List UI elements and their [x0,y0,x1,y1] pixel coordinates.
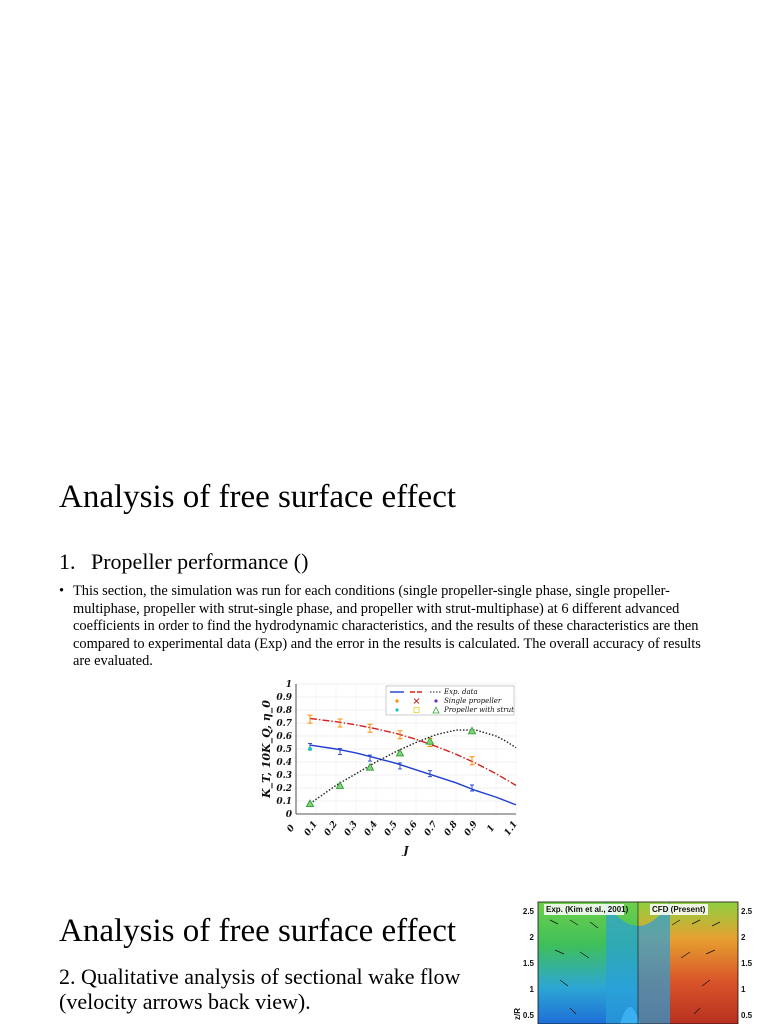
slide-title: Analysis of free surface effect [59,479,457,515]
subheading-text: Propeller performance () [91,549,309,574]
y-tick-label: 0.1 [276,797,292,807]
x-tick-label: 0 [285,823,298,835]
figure-y-tick-label: 1.5 [522,959,534,968]
figure-y-tick-label-right: 1 [741,985,746,994]
cfd-panel-label: CFD (Present) [652,905,706,914]
subheading-line-1: 2. Qualitative analysis of sectional wake flow [59,964,461,989]
x-tick-label: 0.5 [382,819,400,839]
legend-entry-label: Propeller with strut [444,706,514,714]
figure-y-tick-label-right: 0.5 [741,1011,753,1020]
y-tick-label: 0.3 [276,771,292,781]
wake-flow-figure [510,880,760,1024]
subheading-number: 1. [59,549,76,574]
figure-y-tick-label: 0.5 [522,1011,534,1020]
x-tick-label: 0.4 [362,819,380,839]
y-tick-label: 0.2 [276,784,292,794]
legend-entry-label: Exp. data [444,688,478,696]
y-tick-label: 0 [285,810,292,820]
series-line [310,730,516,804]
bullet-dot-icon: • [59,583,65,599]
slide-subheading-2 [59,964,460,1014]
y-tick-label: 0.4 [276,758,292,768]
y-tick-label: 1 [285,680,292,690]
figure-y-tick-label: 2.5 [522,907,534,916]
y-tick-label: 0.5 [276,745,292,755]
legend-entry-label: Single propeller [444,697,502,705]
x-tick-label: 0.3 [342,819,360,839]
y-tick-label: 0.7 [276,719,292,729]
data-point-triangle [469,727,476,734]
figure-y-tick-label-right: 2.5 [741,907,753,916]
y-tick-label: 0.8 [276,706,292,716]
subheading-line-2: (velocity arrows back view). [59,989,311,1014]
y-axis-label: K_T, 10K_Q, η_0 [260,700,273,798]
figure-y-tick-label-right: 1.5 [741,959,753,968]
slide-subheading [59,548,308,576]
x-tick-label: 0.9 [462,819,480,839]
figure-y-tick-label: 1 [529,985,534,994]
y-tick-label: 0.6 [276,732,292,742]
y-tick-label: 0.9 [276,693,292,703]
legend-swatch-marker [395,708,398,711]
exp-panel-label: Exp. (Kim et al., 2001) [546,905,629,914]
figure-y-tick-label-right: 2 [741,933,746,942]
x-tick-label: 0.7 [422,819,440,839]
figure-y-tick-label: 2 [529,933,534,942]
x-tick-label: 1 [485,823,498,835]
performance-chart [258,676,534,856]
bullet-item [59,583,719,671]
series-line [310,719,516,786]
x-tick-label: 0.6 [402,819,420,839]
slide-2 [0,880,768,1024]
x-tick-label: 0.8 [442,819,460,839]
x-tick-label: 0.1 [302,819,320,839]
legend-swatch-marker [434,699,437,702]
chart-legend [386,686,514,715]
x-tick-label: 1.1 [502,819,520,839]
bullet-text: This section, the simulation was run for each conditions (single propeller-single phase, single propeller-multiphase, propeller with strut-single phase, and propeller with strut-multiphase) at 6 different advanced coefficients in order to find the hydrodynamic characteristics, and the results of these characteristics are then compared to experimental data (Exp) and the error in the results is calculated. The overall accuracy of results are evaluated. [73,583,701,669]
figure-y-label: z/R [513,1008,522,1020]
data-point-dot [308,747,312,751]
x-tick-label: 0.2 [322,819,340,839]
x-axis-label: J [403,844,409,856]
legend-swatch-marker [395,699,398,702]
slide-title-2: Analysis of free surface effect [59,913,457,949]
